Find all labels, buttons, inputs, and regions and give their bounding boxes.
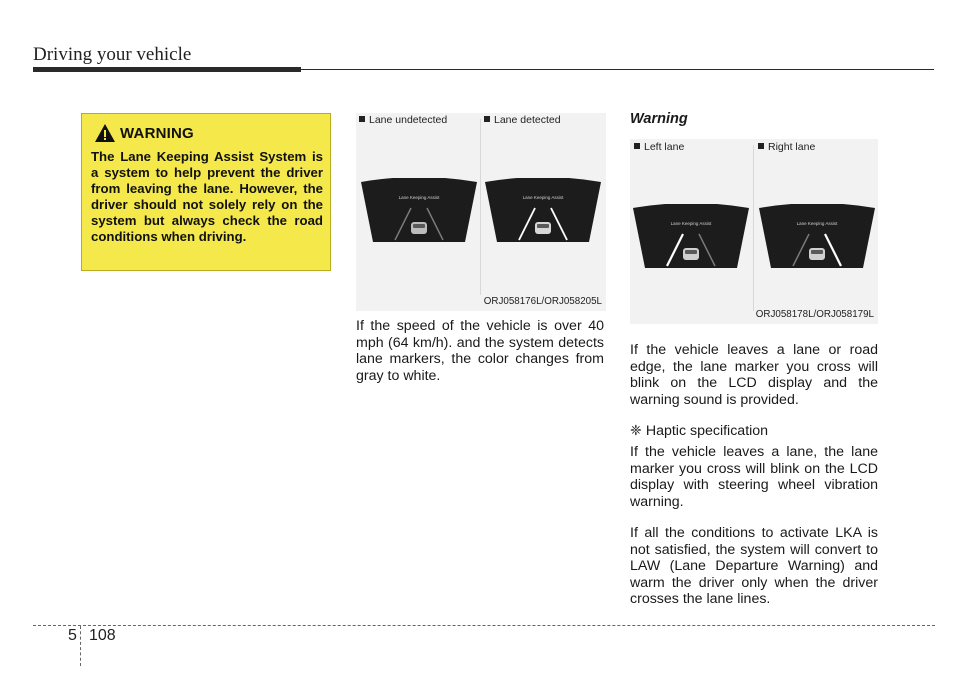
warning-title: WARNING	[120, 124, 194, 142]
paragraph-color-change: If the speed of the vehicle is over 40 mph (64 km/h). and the system detects lane markers, the color changes from gray to white.	[356, 318, 604, 384]
figure-divider	[753, 145, 754, 311]
haptic-heading	[630, 423, 768, 439]
bullet-square-icon	[359, 116, 365, 122]
cluster-display-lane-detected	[485, 178, 601, 242]
footer-rule	[33, 625, 935, 626]
figure-label-lane-detected: Lane detected	[484, 114, 561, 126]
warning-triangle-icon	[94, 123, 116, 143]
cluster-display-lane-undetected	[361, 178, 477, 242]
paragraph-haptic: If the vehicle leaves a lane, the lane marker you cross will blink on the LCD display with steering wheel vibration warning.	[630, 444, 878, 510]
screen-text: Lane Keeping Assist	[522, 195, 564, 200]
paragraph-lane-blink: If the vehicle leaves a lane or road edge, the lane marker you cross will blink on the LCD display and the warning sound is provided.	[630, 342, 878, 408]
figure-label-lane-undetected: Lane undetected	[359, 114, 447, 126]
paragraph-law-convert: If all the conditions to activate LKA is not satisfied, the system will convert to LAW (Lane Departure Warning) and warm the driver only when the driver crosses the lane lines.	[630, 525, 878, 607]
warning-header	[94, 123, 194, 143]
figure-code: ORJ058176L/ORJ058205L	[483, 296, 602, 307]
figure-lane-detection	[356, 113, 606, 311]
section-heading-warning: Warning	[630, 111, 688, 127]
footer-divider	[80, 626, 81, 666]
cluster-display-left-lane	[633, 204, 749, 268]
bullet-square-icon	[758, 143, 764, 149]
page-header-title: Driving your vehicle	[33, 44, 192, 65]
figure-lane-side	[630, 139, 878, 324]
asterism-icon: ❈	[630, 423, 642, 439]
warning-box	[81, 113, 331, 271]
header-rule-thin	[301, 69, 934, 70]
figure-code: ORJ058178L/ORJ058179L	[755, 309, 874, 320]
screen-text: Lane Keeping Assist	[796, 221, 838, 226]
figure-label-left-lane: Left lane	[634, 141, 684, 153]
figure-divider	[480, 119, 481, 295]
bullet-square-icon	[484, 116, 490, 122]
page-number: 108	[89, 627, 116, 644]
screen-text: Lane Keeping Assist	[398, 195, 440, 200]
figure-label-right-lane: Right lane	[758, 141, 815, 153]
cluster-display-right-lane	[759, 204, 875, 268]
chapter-number: 5	[68, 627, 77, 644]
header-rule-thick	[33, 67, 301, 72]
haptic-heading-text: Haptic specification	[645, 423, 769, 439]
bullet-square-icon	[634, 143, 640, 149]
screen-text: Lane Keeping Assist	[670, 221, 712, 226]
warning-text: The Lane Keeping Assist System is a system to help prevent the driver from leaving the lane. However, the driver should not solely rely on the system but always check the road conditions when driving.	[91, 149, 323, 244]
